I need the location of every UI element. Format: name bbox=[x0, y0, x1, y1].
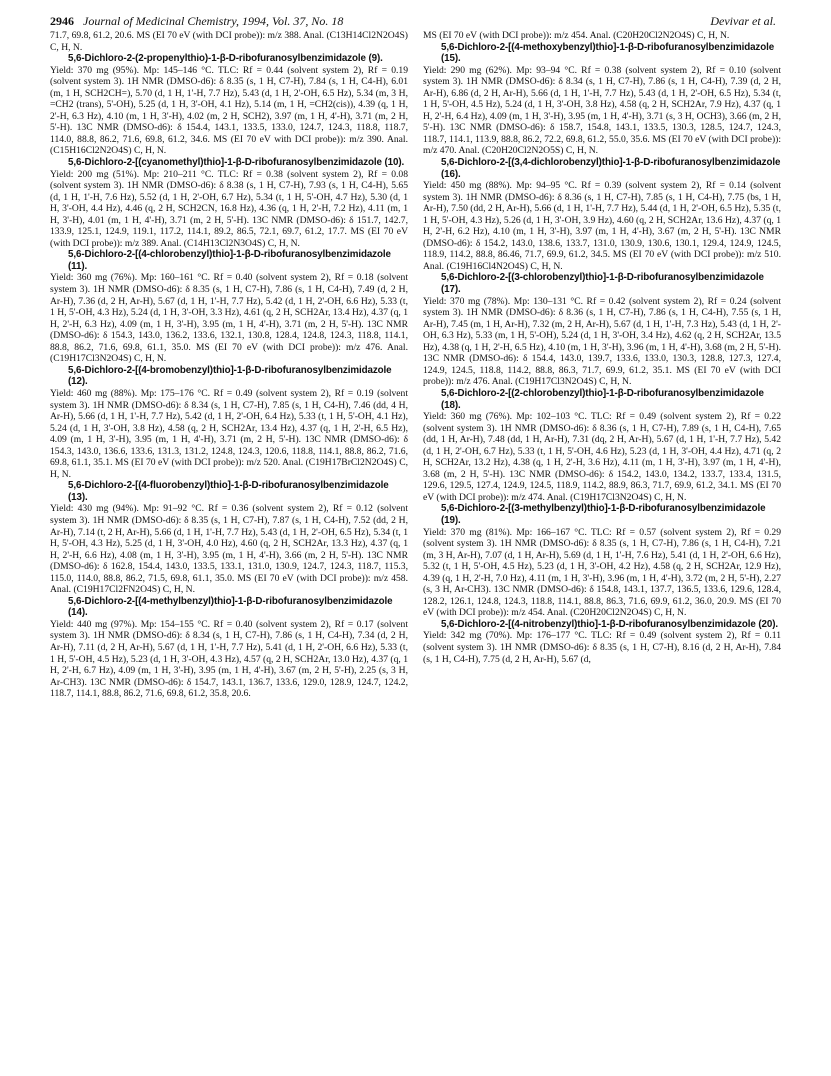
compound-data: Yield: 370 mg (95%). Mp: 145–146 °C. TLC: Rf = 0.44 (solvent system 2), Rf = 0.19 (solvent system 3). 1H NMR (DMSO-d6): δ 8.35 (s, 1 H, C7-H), 7.84 (s, 1 H, C4-H), 6.01 (m, 1 H, SCH2CH=), 5.70 (d, 1 H, 1'-H, 7.7 Hz), 5.43 (d, 1 H, 2'-OH, 6.5 Hz), 5.34 (m, 3 H, =CH2 (trans), 5'-OH), 5.25 (d, 1 H, 3'-OH, 4.1 Hz), 5.14 (m, 1 H, =CH2(cis)), 4.39 (q, 1 H, 2'-H, 6.3 Hz), 4.10 (m, 1 H, 3'-H), 4.02 (m, 2 H, SCH2), 3.97 (m, 1 H, 4'-H), 3.71 (m, 2 H, 5'-H). 13C NMR (DMSO-d6): δ 154.4, 143.1, 133.5, 133.0, 124.7, 124.3, 118.8, 118.7, 114.0, 88.8, 86.2, 71.6, 69.8, 61.2, 34.6. MS (EI 70 eV with DCI probe)): m/z 390. Anal. (C15H16Cl2N2O4S) C, H, N. bbox=[50, 64, 408, 157]
compound-title: 5,6-Dichloro-2-[(4-methylbenzyl)thio]-1-β-D-ribofuranosylbenzimidazole (14). bbox=[68, 595, 393, 619]
left-column bbox=[50, 30, 408, 700]
compound-title: 5,6-Dichloro-2-[(4-chlorobenzyl)thio]-1-β-D-ribofuranosylbenzimidazole (11). bbox=[68, 249, 391, 272]
right-column bbox=[423, 30, 781, 665]
compound-title: 5,6-Dichloro-2-[(3-methylbenzyl)thio]-1-β-D-ribofuranosylbenzimidazole (19). bbox=[441, 503, 766, 526]
compound-title: 5,6-Dichloro-2-[(4-bromobenzyl)thio]-1-β-D-ribofuranosylbenzimidazole (12). bbox=[68, 364, 392, 388]
compound-data: Yield: 430 mg (94%). Mp: 91–92 °C. Rf = 0.36 (solvent system 2), Rf = 0.12 (solvent system 3). 1H NMR (DMSO-d6): δ 8.35 (s, 1 H, C7-H), 7.87 (s, 1 H, C4-H), 7.52 (dd, 2 H, Ar-H), 7.14 (t, 2 H, Ar-H), 5.66 (d, 1 H, 1'-H, 7.7 Hz), 5.43 (d, 1 H, 2'-OH, 6.5 Hz), 5.34 (t, 1 H, 5'-OH, 4.3 Hz), 5.25 (d, 1 H, 3'-OH, 4.0 Hz), 4.60 (q, 2 H, SCH2Ar, 13.3 Hz), 4.37 (q, 1 H, 2'-H, 6.6 Hz), 4.08 (m, 1 H, 3'-H), 3.95 (m, 1 H, 4'-H), 3.66 (m, 2 H, 5'-H). 13C NMR (DMSO-d6): δ 162.8, 154.4, 143.0, 133.5, 133.1, 131.0, 130.9, 124.7, 124.3, 118.7, 115.3, 115.0, 114.0, 88.8, 86.2, 71.5, 69.8, 61.1, 35.0. MS (EI 70 eV (with DCI probe)): m/z 458. Anal. (C19H17Cl2FN2O4S) C, H, N. bbox=[50, 503, 408, 596]
compound-entry-16 bbox=[423, 157, 781, 272]
compound-entry-11 bbox=[50, 249, 408, 364]
compound-title: 5,6-Dichloro-2-[(4-methoxybenzyl)thio]-1-β-D-ribofuranosylbenzimidazole (15). bbox=[441, 41, 775, 65]
compound-entry-10 bbox=[50, 157, 408, 249]
page-number: 2946 bbox=[50, 14, 74, 28]
compound-data: Yield: 360 mg (76%). Mp: 160–161 °C. Rf = 0.40 (solvent system 2), Rf = 0.18 (solvent system 3). 1H NMR (DMSO-d6): δ 8.35 (s, 1 H, C7-H), 7.86 (s, 1 H, C4-H), 7.49 (d, 2 H, Ar-H), 7.36 (d, 2 H, Ar-H), 5.67 (d, 1 H, 1'-H, 7.7 Hz), 5.42 (d, 1 H, 2'-OH, 6.6 Hz), 5.33 (t, 1 H, 5'-OH, 4.3 Hz), 5.24 (d, 1 H, 3'-OH, 3.3 Hz), 4.61 (q, 2 H, SCH2Ar, 13.4 Hz), 4.37 (q, 1 H, 2'-H, 6.3 Hz), 4.09 (m, 1 H, 3'-H), 3.95 (m, 1 H, 4'-H), 3.71 (m, 2 H, 5'-H). 13C NMR (DMSO-d6): δ 154.3, 143.0, 136.2, 133.6, 132.1, 130.8, 128.4, 124.8, 124.3, 118.8, 114.1, 88.8, 86.2, 71.6, 69.8, 61.1, 35.0. MS (EI 70 eV (with DCI probe)): m/z 476. Anal. (C19H17Cl3N2O4S) C, H, N. bbox=[50, 272, 408, 365]
continued-text: MS (EI 70 eV (with DCI probe)): m/z 454. Anal. (C20H20Cl2N2O4S) C, H, N. bbox=[423, 30, 730, 41]
compound-data: Yield: 342 mg (70%). Mp: 176–177 °C. TLC: Rf = 0.49 (solvent system 2), Rf = 0.11 (solvent system 3). 1H NMR (DMSO-d6): δ 8.35 (s, 1 H, C7-H), 8.16 (d, 2 H, Ar-H), 7.84 (s, 1 H, C4-H), 7.75 (d, 2 H, Ar-H), 5.67 (d, bbox=[423, 630, 781, 665]
compound-data: Yield: 370 mg (81%). Mp: 166–167 °C. TLC: Rf = 0.57 (solvent system 2), Rf = 0.29 (solvent system 3). 1H NMR (DMSO-d6): δ 8.35 (s, 1 H, C7-H), 7.86 (s, 1 H, C4-H), 7.21 (m, 3 H, Ar-H), 7.07 (d, 1 H, Ar-H), 5.69 (d, 1 H, 1'-H, 7.6 Hz), 5.41 (d, 1 H, 2'-OH, 6.6 Hz), 5.32 (t, 1 H, 5'-OH, 4.5 Hz), 5.23 (d, 1 H, 3'-OH, 4.2 Hz), 4.58 (q, 2 H, SCH2Ar, 12.9 Hz), 4.39 (q, 1 H, 2'-H, 7.0 Hz), 4.11 (m, 1 H, 3'-H), 3.96 (m, 1 H, 4'-H), 3.72 (m, 2 H, 5'-H), 2.27 (s, 3 H, Ar-CH3). 13C NMR (DMSO-d6): δ 154.8, 143.1, 137.7, 136.5, 133.6, 129.6, 128.4, 128.2, 126.1, 124.8, 124.3, 118.8, 114.1, 88.8, 86.3, 71.6, 69.9, 61.2, 36.0, 20.9. MS (EI 70 eV (with DCI probe)): m/z 454. Anal. (C20H20Cl2N2O4S) C, H, N. bbox=[423, 526, 781, 619]
compound-title: 5,6-Dichloro-2-[(cyanomethyl)thio]-1-β-D-ribofuranosylbenzimidazole (10). bbox=[68, 157, 405, 169]
compound-title: 5,6-Dichloro-2-[(4-fluorobenzyl)thio]-1-β-D-ribofuranosylbenzimidazole (13). bbox=[68, 480, 389, 503]
compound-entry-13 bbox=[50, 480, 408, 595]
compound-data: Yield: 360 mg (76%). Mp: 102–103 °C. TLC: Rf = 0.49 (solvent system 2), Rf = 0.22 (solvent system 3). 1H NMR (DMSO-d6): δ 8.36 (s, 1 H, C7-H), 7.89 (s, 1 H, C4-H), 7.65 (dd, 1 H, Ar-H), 7.48 (dd, 1 H, Ar-H), 7.31 (dq, 2 H, Ar-H), 5.67 (d, 1 H, 1'-H, 7.7 Hz), 5.42 (d, 1 H, 2'-OH, 6.7 Hz), 5.33 (t, 1 H, 5'-OH, 4.6 Hz), 5.23 (d, 1 H, 3'-OH, 4.4 Hz), 4.71 (q, 2 H, SCH2Ar, 13.2 Hz), 4.38 (q, 1 H, 2'-H, 3.6 Hz), 4.11 (m, 1 H, 3'-H), 3.97 (m, 1 H, 4'-H), 3.68 (m, 2 H, 5'-H). 13C NMR (DMSO-d6): δ 154.2, 143.0, 134.2, 133.7, 133.4, 131.5, 129.6, 129.5, 127.4, 124.9, 124.5, 118.9, 114.2, 88.9, 86.3, 71.7, 69.9, 61.2, 34.1. MS (EI 70 eV (with DCI probe)): m/z 474. Anal. (C19H17Cl3N2O4S) C, H, N. bbox=[423, 411, 781, 503]
compound-title: 5,6-Dichloro-2-[(4-nitrobenzyl)thio]-1-β-D-ribofuranosylbenzimidazole (20). bbox=[441, 618, 779, 630]
continued-text: 71.7, 69.8, 61.2, 20.6. MS (EI 70 eV (with DCI probe)): m/z 388. Anal. (C13H14Cl2N2O4S) C, H, N. bbox=[50, 30, 408, 53]
compound-data: Yield: 450 mg (88%). Mp: 94–95 °C. Rf = 0.39 (solvent system 2), Rf = 0.14 (solvent system 3). 1H NMR (DMSO-d6): δ 8.36 (s, 1 H, C7-H), 7.85 (s, 1 H, C4-H), 7.75 (bs, 1 H, Ar-H), 7.50 (dd, 2 H, Ar-H), 5.66 (d, 1 H, 1'-H, 7.7 Hz), 5.44 (d, 1 H, 2'-OH, 6.5 Hz), 5.35 (t, 1 H, 5'-OH, 4.3 Hz), 5.26 (d, 1 H, 3'-OH, 3.9 Hz), 4.60 (q, 2 H, SCH2Ar, 13.6 Hz), 4.37 (q, 1 H, 2'-H, 6.2 Hz), 4.10 (m, 1 H, 3'-H), 3.97 (m, 1 H, 4'-H), 3.67 (m, 2 H, 5'-H). 13C NMR (DMSO-d6): δ 154.2, 143.0, 138.6, 133.7, 131.0, 130.9, 130.6, 130.1, 129.4, 124.9, 124.5, 118.9, 114.2, 88.8, 86.46, 71.7, 69.9, 61.2, 34.5. MS (EI 70 eV (with DCI probe)): m/z 510. Anal. (C19H16Cl4N2O4S) C, H, N. bbox=[423, 180, 781, 272]
compound-entry-17 bbox=[423, 272, 781, 387]
compound-data: Yield: 440 mg (97%). Mp: 154–155 °C. Rf = 0.40 (solvent system 2), Rf = 0.17 (solvent system 3). 1H NMR (DMSO-d6): δ 8.34 (s, 1 H, C7-H), 7.86 (s, 1 H, C4-H), 7.34 (d, 2 H, Ar-H), 7.11 (d, 2 H, Ar-H), 5.67 (d, 1 H, 1'-H, 7.7 Hz), 5.41 (d, 1 H, 2'-OH, 6.6 Hz), 5.33 (t, 1 H, 5'-OH, 4.5 Hz), 5.23 (d, 1 H, 3'-OH, 4.3 Hz), 4.57 (q, 2 H, SCH2Ar, 13.0 Hz), 4.37 (q, 1 H, 2'-H, 6.7 Hz), 4.09 (m, 1 H, 3'-H), 3.95 (m, 1 H, 4'-H), 3.67 (m, 2 H, 5'-H), 2.25 (s, 3 H, Ar-CH3). 13C NMR (DMSO-d6): δ 154.7, 143.1, 136.7, 133.6, 129.0, 128.9, 124.7, 124.2, 118.7, 114.1, 88.8, 86.2, 71.6, 69.8, 61.2, 35.8, 20.6. bbox=[50, 618, 408, 700]
compound-data: Yield: 290 mg (62%). Mp: 93–94 °C. Rf = 0.38 (solvent system 2), Rf = 0.10 (solvent system 3). 1H NMR (DMSO-d6): δ 8.34 (s, 1 H, C7-H), 7.86 (s, 1 H, C4-H), 7.39 (d, 2 H, Ar-H), 6.86 (d, 2 H, Ar-H), 5.66 (d, 1 H, 1'-H, 7.7 Hz), 5.43 (d, 1 H, 2'-OH, 6.5 Hz), 5.34 (t, 1 H, 5'-OH, 4.5 Hz), 5.24 (d, 1 H, 3'-OH, 3.8 Hz), 4.58 (q, 2 H, SCH2Ar, 7.9 Hz), 4.37 (q, 1 H, 2'-H, 6.4 Hz), 4.09 (m, 1 H, 3'-H), 3.95 (m, 1 H, 4'-H), 3.71 (s, 3 H, OCH3), 3.66 (m, 2 H, 5'-H). 13C NMR (DMSO-d6): δ 158.7, 154.8, 143.1, 133.5, 130.3, 128.5, 124.7, 124.3, 118.7, 114.1, 113.9, 88.8, 86.2, 72.2, 69.8, 61.2, 55.0, 35.6. MS (EI 70 eV (with DCI probe)): m/z 470. Anal. (C20H20Cl2N2O5S) C, H, N. bbox=[423, 64, 781, 157]
compound-entry-15 bbox=[423, 42, 781, 157]
compound-title: 5,6-Dichloro-2-[(3-chlorobenzyl)thio]-1-β-D-ribofuranosylbenzimidazole (17). bbox=[441, 272, 764, 296]
compound-entry-12 bbox=[50, 365, 408, 480]
compound-entry-19 bbox=[423, 503, 781, 618]
compound-title: 5,6-Dichloro-2-(2-propenylthio)-1-β-D-ribofuranosylbenzimidazole (9). bbox=[68, 53, 383, 65]
compound-data: Yield: 200 mg (51%). Mp: 210–211 °C. TLC: Rf = 0.38 (solvent system 2), Rf = 0.08 (solvent system 3). 1H NMR (DMSO-d6): δ 8.38 (s, 1 H, C7-H), 7.93 (s, 1 H, C4-H), 5.65 (d, 1 H, 1'-H, 7.6 Hz), 5.52 (d, 1 H, 2'-OH, 6.7 Hz), 5.34 (t, 1 H, 5'-OH, 4.7 Hz), 5.30 (d, 1 H, 3'-OH, 4.4 Hz), 4.46 (q, 2 H, SCH2CN, 16.8 Hz), 4.36 (q, 1 H, 2'-H, 7.2 Hz), 4.11 (m, 1 H, 3'-H), 4.01 (m, 1 H, 4'-H), 3.71 (m, 2 H, 5'-H). 13C NMR (DMSO-d6): δ 151.7, 142.7, 133.9, 125.1, 124.9, 119.1, 117.2, 114.1, 89.2, 86.5, 72.1, 69.7, 61.2, 17.7. MS (EI 70 eV (with DCI probe)): m/z 389. Anal. (C14H13Cl2N3O4S) C, H, N. bbox=[50, 168, 408, 249]
journal-citation: Journal of Medicinal Chemistry, 1994, Vol. 37, No. 18 bbox=[83, 14, 344, 28]
compound-title: 5,6-Dichloro-2-[(2-chlorobenzyl)thio]-1-β-D-ribofuranosylbenzimidazole (18). bbox=[441, 387, 764, 411]
compound-data: Yield: 460 mg (88%). Mp: 175–176 °C. Rf = 0.49 (solvent system 2), Rf = 0.19 (solvent system 3). 1H NMR (DMSO-d6): δ 8.34 (s, 1 H, C7-H), 7.85 (s, 1 H, C4-H), 7.46 (dd, 4 H, Ar-H), 5.66 (d, 1 H, 1'-H, 7.7 Hz), 5.42 (d, 1 H, 2'-OH, 6.4 Hz), 5.33 (t, 1 H, 5'-OH, 4.1 Hz), 5.24 (d, 1 H, 3'-OH, 3.8 Hz), 4.58 (q, 2 H, SCH2Ar, 13.4 Hz), 4.37 (q, 1 H, 2'-H, 6.5 Hz), 4.09 (m, 1 H, 3'-H), 3.95 (m, 1 H, 4'-H), 3.71 (m, 2 H, 5'-H). 13C NMR (DMSO-d6): δ 154.3, 143.0, 136.6, 133.6, 131.3, 131.2, 124.8, 124.3, 120.6, 118.8, 114.1, 88.8, 86.2, 71.6, 69.8, 61.1, 35.1. MS (EI 70 eV (with DCI probe)): m/z 520. Anal. (C19H17BrCl2N2O4S) C, H, N. bbox=[50, 387, 408, 480]
compound-data: Yield: 370 mg (78%). Mp: 130–131 °C. Rf = 0.42 (solvent system 2), Rf = 0.24 (solvent system 3). 1H NMR (DMSO-d6): δ 8.36 (s, 1 H, C7-H), 7.86 (s, 1 H, C4-H), 7.55 (s, 1 H, Ar-H), 7.45 (m, 1 H, Ar-H), 7.32 (m, 2 H, Ar-H), 5.67 (d, 1 H, 1'-H, 7.3 Hz), 5.43 (d, 1 H, 2'-OH, 6.3 Hz), 5.33 (m, 1 H, 5'-OH), 5.24 (d, 1 H, 3'-OH, 3.4 Hz), 4.62 (q, 2 H, SCH2Ar, 13.5 Hz), 4.38 (q, 1 H, 2'-H, 6.5 Hz), 4.10 (m, 1 H, 3'-H), 3.96 (m, 1 H, 4'-H), 3.68 (m, 2 H, 5'-H). 13C NMR (DMSO-d6): δ 154.4, 143.0, 139.7, 133.6, 133.0, 130.3, 128.8, 127.3, 127.4, 124.9, 124.5, 118.8, 114.2, 88.8, 86.3, 71.7, 69.9, 61.2, 35.1. MS (EI 70 eV (with DCI probe)): m/z 476. Anal. (C19H17Cl3N2O4S) C, H, N. bbox=[423, 295, 781, 388]
compound-title: 5,6-Dichloro-2-[(3,4-dichlorobenzyl)thio]-1-β-D-ribofuranosylbenzimidazole (16). bbox=[441, 157, 781, 180]
running-authors: Devivar et al. bbox=[710, 14, 776, 28]
compound-entry-14 bbox=[50, 596, 408, 700]
compound-entry-20 bbox=[423, 619, 781, 665]
compound-entry-18 bbox=[423, 388, 781, 503]
compound-entry-9 bbox=[50, 53, 408, 157]
